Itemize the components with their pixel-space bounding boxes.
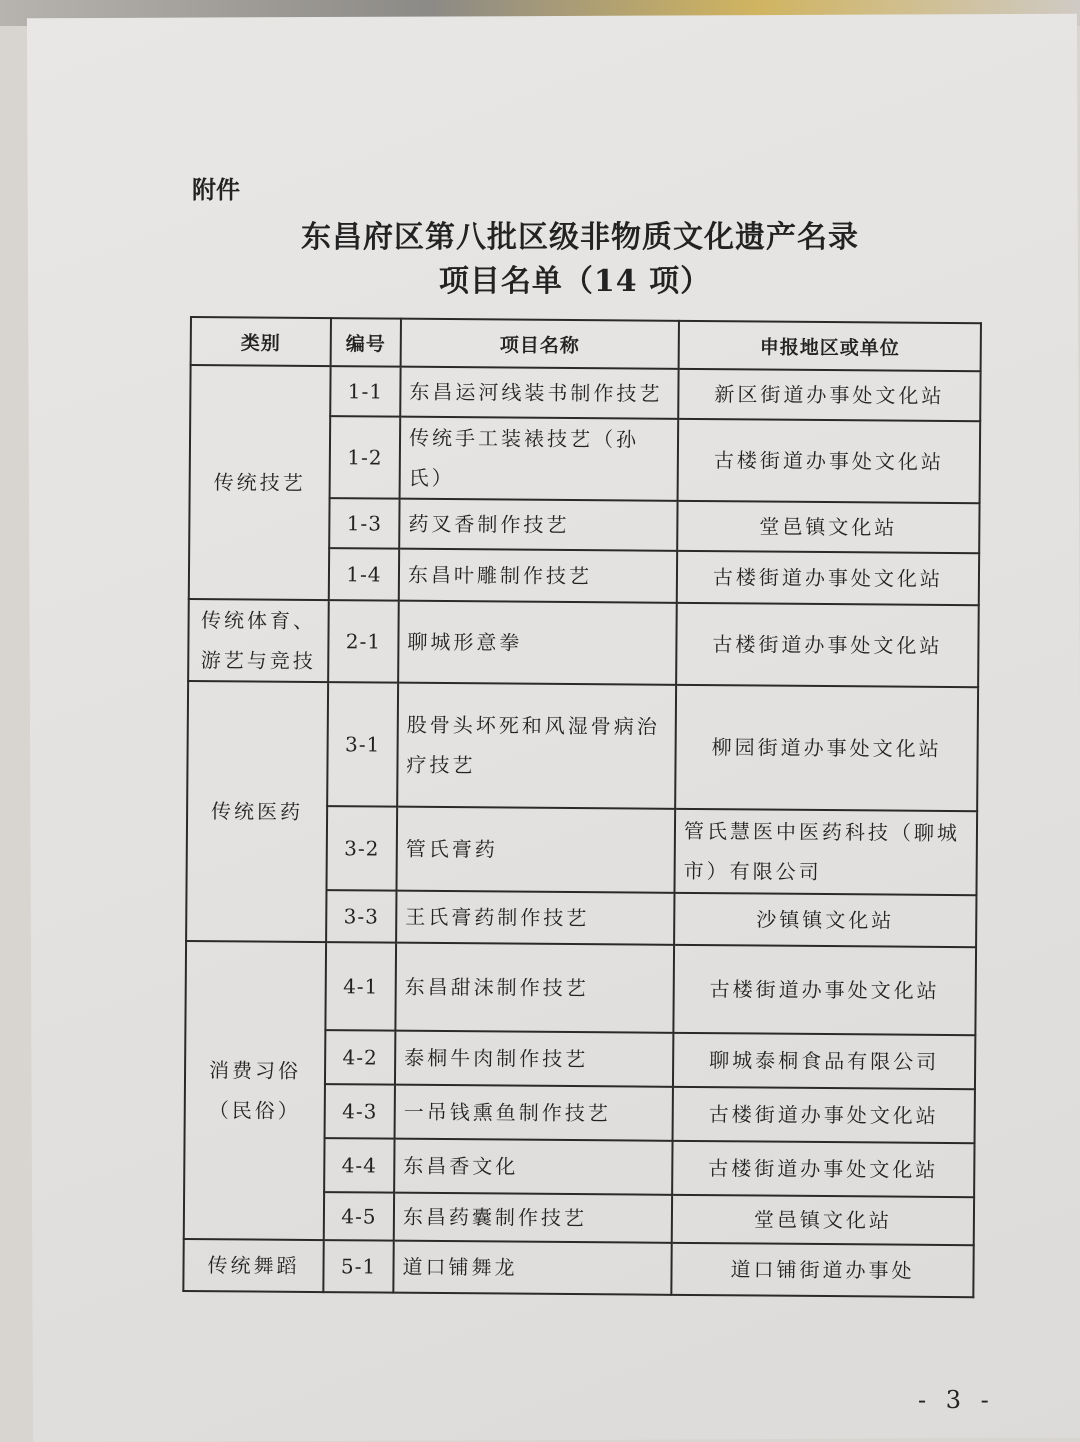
item-unit: 新区街道办事处文化站 [678,369,980,421]
item-unit: 古楼街道办事处文化站 [676,603,979,687]
item-unit: 道口铺街道办事处 [671,1243,973,1297]
item-number: 5-1 [323,1240,393,1293]
category-cell: 传统体育、游艺与竞技 [188,599,329,682]
item-name: 东昌香文化 [394,1139,672,1195]
category-cell: 消费习俗（民俗） [184,941,326,1240]
item-number: 1-3 [329,498,399,549]
column-header-applicant-unit: 申报地区或单位 [679,321,981,371]
column-header-project-name: 项目名称 [401,319,679,369]
item-name: 道口铺舞龙 [393,1241,671,1295]
item-name: 泰桐牛肉制作技艺 [395,1031,673,1087]
item-number: 2-1 [328,600,399,683]
item-number: 1-4 [329,548,399,601]
item-unit: 古楼街道办事处文化站 [678,419,981,503]
table-row [183,1239,973,1297]
item-unit: 古楼街道办事处文化站 [677,551,979,605]
item-number: 4-5 [324,1192,394,1241]
item-name: 一吊钱熏鱼制作技艺 [395,1085,673,1141]
item-name: 股骨头坏死和风湿骨病治疗技艺 [397,683,676,809]
item-unit: 古楼街道办事处文化站 [672,1141,974,1197]
item-number: 3-2 [326,806,397,891]
item-unit: 堂邑镇文化站 [677,501,979,553]
document-title: 东昌府区第八批区级非物质文化遗产名录 [301,220,859,255]
item-unit: 沙镇镇文化站 [674,893,976,947]
table-header-row [191,317,981,371]
heritage-list-table [182,316,982,1298]
item-unit: 管氏慧医中医药科技（聊城市）有限公司 [674,809,977,895]
item-name: 东昌运河线装书制作技艺 [400,367,678,419]
column-header-number: 编号 [331,318,401,367]
item-unit: 古楼街道办事处文化站 [673,945,976,1035]
item-unit: 柳园街道办事处文化站 [675,685,978,811]
item-name: 王氏膏药制作技艺 [396,891,674,945]
item-name: 传统手工装裱技艺（孙氏） [400,417,679,501]
item-unit: 堂邑镇文化站 [672,1195,974,1245]
category-cell: 传统医药 [186,681,328,942]
item-name: 东昌药囊制作技艺 [394,1193,672,1243]
page-number: - 3 - [918,1386,995,1414]
item-number: 1-2 [330,416,401,499]
document-subtitle: 项目名单（14 项） [438,264,712,299]
table-row [185,941,976,1035]
attachment-label: 附件 [192,176,240,204]
table-row [188,599,979,687]
item-name: 药叉香制作技艺 [399,499,677,551]
table-row [187,681,978,811]
item-number: 4-1 [325,942,396,1031]
item-name: 东昌甜沫制作技艺 [395,943,674,1033]
table-row [190,365,980,421]
item-unit: 古楼街道办事处文化站 [673,1087,975,1143]
item-number: 4-2 [325,1030,395,1085]
category-cell: 传统技艺 [189,365,331,600]
column-header-category: 类别 [191,317,331,366]
item-number: 3-3 [326,890,396,943]
item-unit: 聊城泰桐食品有限公司 [673,1033,975,1089]
item-name: 聊城形意拳 [398,601,677,685]
category-cell: 传统舞蹈 [183,1239,323,1292]
item-name: 东昌叶雕制作技艺 [399,549,677,603]
item-number: 4-3 [325,1084,395,1139]
item-name: 管氏膏药 [396,807,675,893]
item-number: 3-1 [327,682,398,807]
item-number: 4-4 [324,1138,394,1193]
item-number: 1-1 [330,366,400,417]
